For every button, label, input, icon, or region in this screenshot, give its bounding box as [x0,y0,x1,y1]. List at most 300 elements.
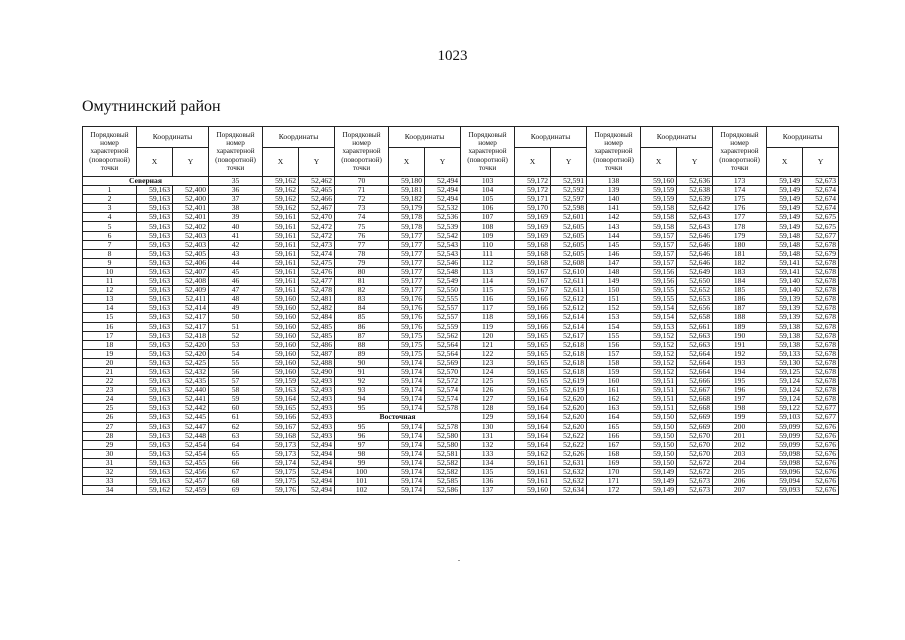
point-number: 143 [587,222,641,231]
x-coordinate: 59,152 [641,340,677,349]
coordinates-table [82,126,839,495]
point-number: 177 [713,213,767,222]
x-coordinate: 59,164 [263,395,299,404]
point-number: 181 [713,249,767,258]
y-coordinate: 52,494 [299,477,335,486]
point-number: 25 [83,404,137,413]
point-number: 28 [83,431,137,440]
y-coordinate: 52,675 [803,213,839,222]
point-number: 176 [713,204,767,213]
y-coordinate: 52,401 [173,204,209,213]
coordinates-header: Координаты [641,127,713,148]
point-number: 168 [587,449,641,458]
point-number: 156 [587,340,641,349]
x-coordinate: 59,155 [641,286,677,295]
table-row [83,358,839,367]
x-coordinate: 59,174 [389,395,425,404]
y-header: Y [173,148,209,177]
y-header: Y [551,148,587,177]
table-row [83,431,839,440]
x-coordinate: 59,163 [137,468,173,477]
y-coordinate: 52,493 [299,404,335,413]
y-coordinate: 52,646 [677,231,713,240]
x-coordinate: 59,159 [641,186,677,195]
x-coordinate: 59,149 [767,204,803,213]
point-number: 121 [461,340,515,349]
point-number: 134 [461,458,515,467]
y-coordinate: 52,550 [425,286,461,295]
point-number: 63 [209,431,263,440]
y-coordinate: 52,661 [677,322,713,331]
y-coordinate: 52,592 [551,186,587,195]
y-coordinate: 52,493 [299,377,335,386]
table-row [83,195,839,204]
point-number: 198 [713,404,767,413]
point-number: 132 [461,440,515,449]
point-number: 155 [587,331,641,340]
x-coordinate: 59,160 [263,358,299,367]
x-coordinate: 59,174 [389,431,425,440]
x-coordinate: 59,166 [515,322,551,331]
x-coordinate: 59,140 [767,277,803,286]
y-coordinate: 52,677 [803,404,839,413]
coordinates-header: Координаты [515,127,587,148]
table-row [83,349,839,358]
point-number: 47 [209,286,263,295]
table-body [83,177,839,495]
point-number-header: Порядковый номер характерной (поворотной) точки [335,127,389,177]
x-coordinate: 59,149 [641,486,677,495]
y-coordinate: 52,542 [425,231,461,240]
x-coordinate: 59,149 [767,186,803,195]
x-coordinate: 59,160 [263,340,299,349]
point-number: 154 [587,322,641,331]
y-coordinate: 52,620 [551,422,587,431]
x-coordinate: 59,162 [515,449,551,458]
point-number: 96 [335,431,389,440]
point-number: 166 [587,431,641,440]
y-coordinate: 52,581 [425,449,461,458]
y-coordinate: 52,614 [551,322,587,331]
y-coordinate: 52,472 [299,231,335,240]
point-number: 108 [461,222,515,231]
district-title: Омутнинский район [82,98,221,115]
x-coordinate: 59,163 [137,386,173,395]
point-number: 144 [587,231,641,240]
point-number: 26 [83,413,137,422]
y-coordinate: 52,631 [551,458,587,467]
point-number: 163 [587,404,641,413]
y-coordinate: 52,670 [677,449,713,458]
x-coordinate: 59,150 [641,458,677,467]
point-number: 98 [335,449,389,458]
point-number: 10 [83,267,137,276]
point-number: 119 [461,322,515,331]
table-row [83,295,839,304]
y-coordinate: 52,536 [425,213,461,222]
point-number: 162 [587,395,641,404]
x-coordinate: 59,160 [641,177,677,186]
point-number: 116 [461,295,515,304]
y-coordinate: 52,493 [299,386,335,395]
point-number: 107 [461,213,515,222]
y-coordinate: 52,667 [677,386,713,395]
y-coordinate: 52,494 [425,177,461,186]
point-number: 103 [461,177,515,186]
section-label: Восточная [335,413,461,422]
y-coordinate: 52,543 [425,240,461,249]
point-number: 11 [83,277,137,286]
table-row [83,267,839,276]
y-header: Y [299,148,335,177]
y-coordinate: 52,574 [425,386,461,395]
point-number: 76 [335,231,389,240]
point-number: 140 [587,195,641,204]
y-coordinate: 52,455 [173,458,209,467]
y-coordinate: 52,486 [299,340,335,349]
y-coordinate: 52,494 [299,486,335,495]
y-coordinate: 52,532 [425,204,461,213]
point-number: 67 [209,468,263,477]
point-number: 179 [713,231,767,240]
point-number: 178 [713,222,767,231]
point-number: 5 [83,222,137,231]
y-coordinate: 52,564 [425,340,461,349]
y-header: Y [803,148,839,177]
point-number: 174 [713,186,767,195]
y-coordinate: 52,494 [299,449,335,458]
x-coordinate: 59,166 [515,304,551,313]
y-coordinate: 52,400 [173,186,209,195]
point-number: 6 [83,231,137,240]
y-coordinate: 52,617 [551,331,587,340]
x-coordinate: 59,151 [641,377,677,386]
point-number: 197 [713,395,767,404]
point-number: 109 [461,231,515,240]
table-header [83,127,839,177]
x-coordinate: 59,174 [389,358,425,367]
point-number: 187 [713,304,767,313]
point-number: 32 [83,468,137,477]
y-coordinate: 52,409 [173,286,209,295]
point-number: 82 [335,286,389,295]
x-coordinate: 59,157 [641,231,677,240]
x-coordinate: 59,160 [515,486,551,495]
point-number: 81 [335,277,389,286]
point-number: 34 [83,486,137,495]
point-number: 62 [209,422,263,431]
point-number: 152 [587,304,641,313]
x-coordinate: 59,161 [263,249,299,258]
point-number: 203 [713,449,767,458]
y-coordinate: 52,578 [425,422,461,431]
y-coordinate: 52,564 [425,349,461,358]
x-coordinate: 59,163 [137,186,173,195]
y-coordinate: 52,403 [173,231,209,240]
x-coordinate: 59,161 [263,267,299,276]
x-coordinate: 59,130 [767,358,803,367]
point-number: 183 [713,267,767,276]
table-row [83,186,839,195]
x-coordinate: 59,163 [137,295,173,304]
point-number: 125 [461,377,515,386]
point-number: 71 [335,186,389,195]
y-coordinate: 52,614 [551,313,587,322]
y-coordinate: 52,634 [551,486,587,495]
point-number: 191 [713,340,767,349]
point-number: 135 [461,468,515,477]
y-coordinate: 52,618 [551,367,587,376]
point-number: 170 [587,468,641,477]
y-coordinate: 52,664 [677,349,713,358]
point-number: 68 [209,477,263,486]
point-number: 149 [587,277,641,286]
point-number: 95 [335,422,389,431]
x-coordinate: 59,175 [389,340,425,349]
x-coordinate: 59,152 [641,349,677,358]
table-row [83,231,839,240]
x-coordinate: 59,164 [515,422,551,431]
table-row [83,404,839,413]
x-coordinate: 59,164 [515,413,551,422]
x-coordinate: 59,139 [767,295,803,304]
point-number-header: Порядковый номер характерной (поворотной) точки [83,127,137,177]
point-number: 105 [461,195,515,204]
point-number: 138 [587,177,641,186]
x-coordinate: 59,133 [767,349,803,358]
table-row [83,304,839,313]
y-coordinate: 52,493 [299,413,335,422]
y-coordinate: 52,677 [803,413,839,422]
x-coordinate: 59,163 [137,267,173,276]
y-coordinate: 52,462 [299,177,335,186]
y-coordinate: 52,485 [299,322,335,331]
x-coordinate: 59,157 [641,240,677,249]
x-header: X [263,148,299,177]
table-row [83,258,839,267]
point-number: 9 [83,258,137,267]
x-coordinate: 59,149 [641,468,677,477]
x-coordinate: 59,175 [263,468,299,477]
x-coordinate: 59,175 [263,477,299,486]
point-number: 204 [713,458,767,467]
x-coordinate: 59,171 [515,195,551,204]
table-row [83,286,839,295]
x-coordinate: 59,149 [767,177,803,186]
x-coordinate: 59,099 [767,431,803,440]
point-number: 151 [587,295,641,304]
point-number: 95 [335,404,389,413]
point-number: 46 [209,277,263,286]
point-number: 106 [461,204,515,213]
y-coordinate: 52,445 [173,413,209,422]
point-number: 78 [335,249,389,258]
point-number: 33 [83,477,137,486]
x-coordinate: 59,158 [641,222,677,231]
table-row [83,449,839,458]
point-number: 94 [335,395,389,404]
x-coordinate: 59,125 [767,367,803,376]
point-number: 53 [209,340,263,349]
y-coordinate: 52,622 [551,431,587,440]
y-coordinate: 52,585 [425,477,461,486]
x-header: X [515,148,551,177]
point-number: 113 [461,267,515,276]
point-number: 88 [335,340,389,349]
x-coordinate: 59,173 [263,440,299,449]
page-number: 1023 [437,48,468,64]
x-coordinate: 59,163 [137,440,173,449]
x-coordinate: 59,165 [515,367,551,376]
y-coordinate: 52,478 [299,286,335,295]
point-number: 201 [713,431,767,440]
y-coordinate: 52,636 [677,177,713,186]
x-coordinate: 59,170 [515,204,551,213]
y-coordinate: 52,678 [803,240,839,249]
coordinates-header: Координаты [389,127,461,148]
y-coordinate: 52,666 [677,377,713,386]
x-coordinate: 59,163 [137,322,173,331]
y-coordinate: 52,473 [299,240,335,249]
y-header: Y [425,148,461,177]
y-coordinate: 52,632 [551,468,587,477]
x-header: X [641,148,677,177]
point-number: 148 [587,267,641,276]
point-number: 35 [209,177,263,186]
y-coordinate: 52,582 [425,458,461,467]
x-coordinate: 59,167 [515,286,551,295]
point-number: 193 [713,358,767,367]
x-coordinate: 59,148 [767,231,803,240]
point-number: 158 [587,358,641,367]
y-coordinate: 52,646 [677,249,713,258]
point-number: 55 [209,358,263,367]
x-coordinate: 59,151 [641,404,677,413]
y-coordinate: 52,618 [551,340,587,349]
y-coordinate: 52,620 [551,395,587,404]
y-coordinate: 52,572 [425,377,461,386]
y-coordinate: 52,674 [803,195,839,204]
x-coordinate: 59,168 [263,431,299,440]
point-number: 101 [335,477,389,486]
x-coordinate: 59,163 [137,231,173,240]
point-number: 133 [461,449,515,458]
point-number: 146 [587,249,641,258]
x-coordinate: 59,165 [515,358,551,367]
y-coordinate: 52,656 [677,304,713,313]
point-number: 22 [83,377,137,386]
y-coordinate: 52,493 [299,395,335,404]
point-number: 89 [335,349,389,358]
x-coordinate: 59,150 [641,431,677,440]
y-coordinate: 52,670 [677,440,713,449]
point-number: 49 [209,304,263,313]
point-number: 99 [335,458,389,467]
point-number: 128 [461,404,515,413]
point-number: 20 [83,358,137,367]
x-coordinate: 59,150 [641,413,677,422]
y-coordinate: 52,457 [173,477,209,486]
point-number: 186 [713,295,767,304]
x-coordinate: 59,098 [767,458,803,467]
y-coordinate: 52,612 [551,304,587,313]
y-coordinate: 52,488 [299,358,335,367]
point-number: 75 [335,222,389,231]
x-coordinate: 59,152 [641,358,677,367]
y-coordinate: 52,411 [173,295,209,304]
x-header: X [389,148,425,177]
x-coordinate: 59,173 [263,449,299,458]
point-number: 157 [587,349,641,358]
point-number: 195 [713,377,767,386]
x-coordinate: 59,122 [767,404,803,413]
point-number: 37 [209,195,263,204]
x-coordinate: 59,163 [137,340,173,349]
table-row [83,222,839,231]
x-coordinate: 59,163 [137,286,173,295]
point-number: 189 [713,322,767,331]
point-number: 27 [83,422,137,431]
x-coordinate: 59,165 [515,386,551,395]
y-coordinate: 52,485 [299,331,335,340]
table-row [83,240,839,249]
point-number: 3 [83,204,137,213]
y-coordinate: 52,597 [551,195,587,204]
point-number: 112 [461,258,515,267]
y-coordinate: 52,676 [803,477,839,486]
y-coordinate: 52,663 [677,331,713,340]
x-coordinate: 59,149 [767,222,803,231]
point-number: 100 [335,468,389,477]
x-coordinate: 59,162 [263,204,299,213]
x-coordinate: 59,161 [263,213,299,222]
y-coordinate: 52,678 [803,349,839,358]
point-number-header: Порядковый номер характерной (поворотной) точки [461,127,515,177]
y-coordinate: 52,494 [299,458,335,467]
x-coordinate: 59,149 [767,195,803,204]
x-coordinate: 59,160 [263,304,299,313]
y-coordinate: 52,557 [425,313,461,322]
point-number: 114 [461,277,515,286]
point-number: 7 [83,240,137,249]
point-number: 115 [461,286,515,295]
point-number: 164 [587,413,641,422]
point-number: 92 [335,377,389,386]
x-coordinate: 59,163 [137,413,173,422]
y-coordinate: 52,608 [551,258,587,267]
x-coordinate: 59,159 [263,377,299,386]
point-number: 72 [335,195,389,204]
point-number: 51 [209,322,263,331]
x-coordinate: 59,176 [263,486,299,495]
table-row [83,340,839,349]
x-coordinate: 59,156 [641,277,677,286]
x-coordinate: 59,181 [389,186,425,195]
point-number: 42 [209,240,263,249]
y-coordinate: 52,470 [299,213,335,222]
point-number: 38 [209,204,263,213]
y-coordinate: 52,417 [173,313,209,322]
x-coordinate: 59,166 [515,295,551,304]
point-number: 4 [83,213,137,222]
x-coordinate: 59,163 [137,458,173,467]
x-coordinate: 59,163 [137,449,173,458]
x-coordinate: 59,169 [515,231,551,240]
point-number: 161 [587,386,641,395]
point-number: 206 [713,477,767,486]
y-coordinate: 52,454 [173,449,209,458]
x-coordinate: 59,099 [767,422,803,431]
